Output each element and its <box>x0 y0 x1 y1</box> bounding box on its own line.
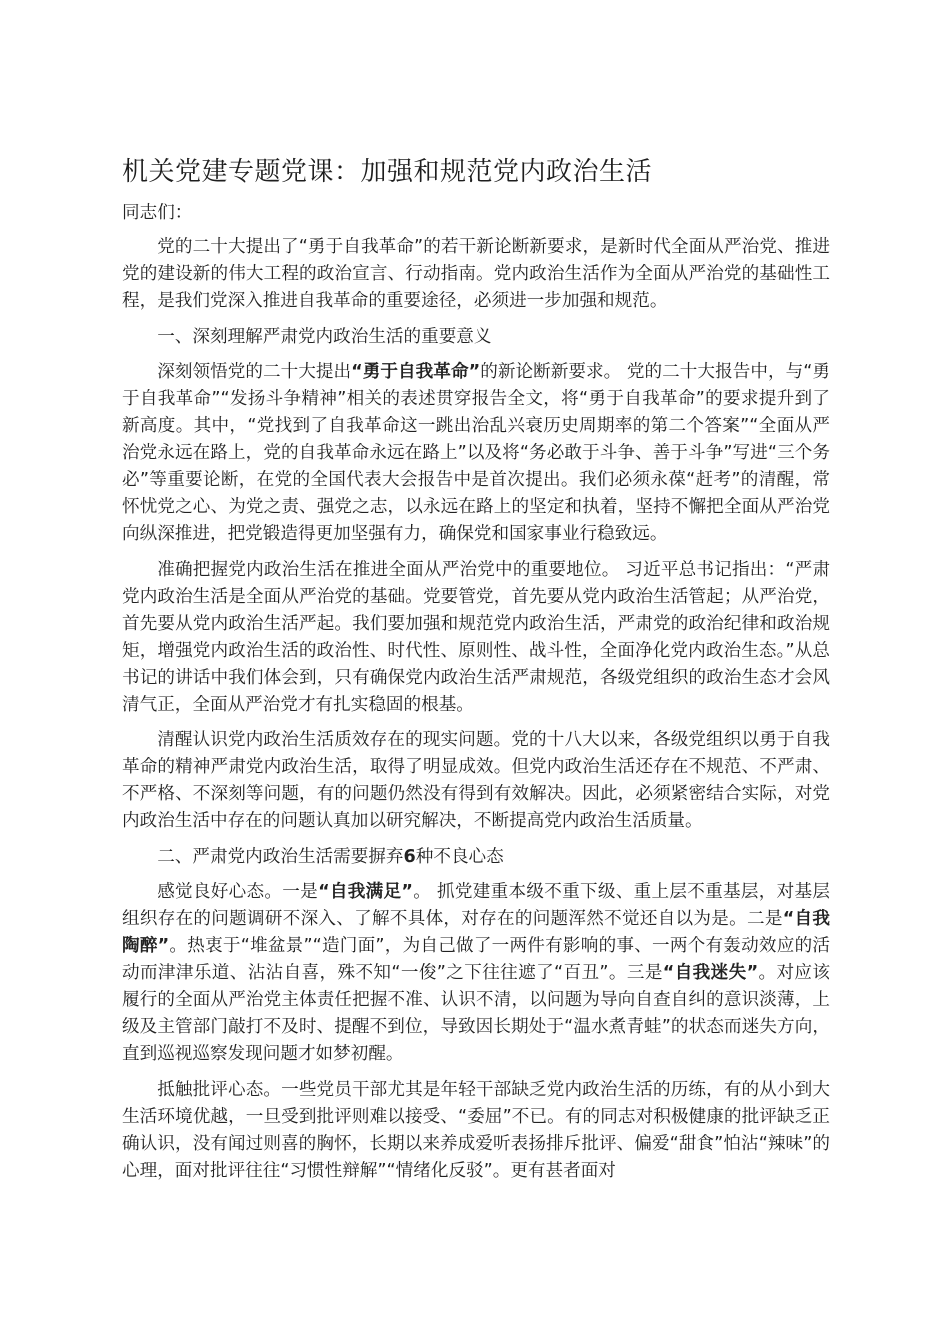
greeting: 同志们： <box>122 203 193 223</box>
bold-phrase: “自我迷失” <box>662 963 759 983</box>
section-2-heading <box>122 844 830 871</box>
bold-phrase: “自我满足” <box>318 882 413 902</box>
document-title: 机关党建专题党课：加强和规范党内政治生活 <box>122 157 653 187</box>
bold-phrase: “自我陶醉” <box>122 909 830 956</box>
text-run: 。 抓党建重本级不重下级、重上层不重基层，对基层组织存在的问题调研不深入、了解不具体，对存在的问题浑然不觉还自以为是。二是 <box>122 882 830 929</box>
intro-paragraph: 党的二十大提出了“勇于自我革命”的若干新论断新要求，是新时代全面从严治党、推进党的建设新的伟大工程的政治宣言、行动指南。党内政治生活作为全面从严治党的基础性工程，是我们党深入推进自我革命的重要途径，必须进一步加强和规范。 <box>122 237 830 311</box>
text-run: 感觉良好心态。一是 <box>157 882 319 902</box>
text-run: 。热衷于“堆盆景”“造门面”，为自己做了一两件有影响的事、一两个有轰动效应的活动而津津乐道、沾沾自喜，殊不知“一俊”之下往往遮了“百丑”。三是 <box>122 936 830 983</box>
section-1-paragraph-2: 准确把握党内政治生活在推进全面从严治党中的重要地位。 习近平总书记指出：“严肃党内政治生活是全面从严治党的基础。党要管党，首先要从党内政治生活管起；从严治党，首先要从党内政治生活严起。我们要加强和规范党内政治生活，严肃党的政治纪律和政治规矩，增强党内政治生活的政治性、时代性、原则性、战斗性，全面净化党内政治生态。”从总书记的讲话中我们体会到，只有确保党内政治生活严肃规范，各级党组织的政治生态才会风清气正，全面从严治党才有扎实稳固的根基。 <box>122 559 830 715</box>
text-run: 的新论断新要求。 党的二十大报告中，与“勇于自我革命”“发扬斗争精神”相关的表述贯穿报告全文，将“勇于自我革命”的要求提升到了新高度。其中，“党找到了自我革命这一跳出治乱兴衰历史周期率的第二个答案”“全面从严治党永远在路上，党的自我革命永远在路上”以及将“务必敢于斗争、善于斗争”写进“三个务必”等重要论断，在党的全国代表大会报告中是首次提出。我们必须永葆“赶考”的清醒，常怀忧党之心、为党之责、强党之志，以永远在路上的坚定和执着，坚持不懈把全面从严治党向纵深推进，把党锻造得更加坚强有力，确保党和国家事业行稳致远。 <box>122 362 830 544</box>
section-1-heading: 一、深刻理解严肃党内政治生活的重要意义 <box>157 326 492 347</box>
section-2-paragraph-2: 抵触批评心态。一些党员干部尤其是年轻干部缺乏党内政治生活的历练，有的从小到大生活环境优越，一旦受到批评则难以接受、“委屈”不已。有的同志对积极健康的批评缺乏正确认识，没有闻过则喜的胸怀，长期以来养成爱听表扬排斥批评、偏爱“甜食”怕沾“辣味”的心理，面对批评往往“习惯性辩解”“情绪化反驳”。更有甚者面对 <box>122 1079 830 1181</box>
text-run: 种不良心态 <box>415 846 504 867</box>
section-1-paragraph-3: 清醒认识党内政治生活质效存在的现实问题。党的十八大以来，各级党组织以勇于自我革命的精神严肃党内政治生活，取得了明显成效。但党内政治生活还存在不规范、不严肃、不严格、不深刻等问题，有的问题仍然没有得到有效解决。因此，必须紧密结合实际，对党内政治生活中存在的问题认真加以研究解决，不断提高党内政治生活质量。 <box>122 730 830 831</box>
bold-number: 6 <box>403 846 416 867</box>
bold-phrase: “勇于自我革命” <box>351 362 481 382</box>
section-1-paragraph-1 <box>122 359 830 548</box>
document-page <box>122 150 830 1193</box>
text-run: 。对应该履行的全面从严治党主体责任把握不准、认识不清，以问题为导向自查自纠的意识淡薄，上级及主管部门敲打不及时、提醒不到位，导致因长期处于“温水煮青蛙”的状态而迷失方向，直到巡视巡察发现问题才如梦初醒。 <box>122 963 830 1064</box>
text-run: 深刻领悟党的二十大提出 <box>157 362 352 382</box>
text-run: 二、严肃党内政治生活需要摒弃 <box>157 846 404 867</box>
section-2-paragraph-1 <box>122 879 830 1068</box>
